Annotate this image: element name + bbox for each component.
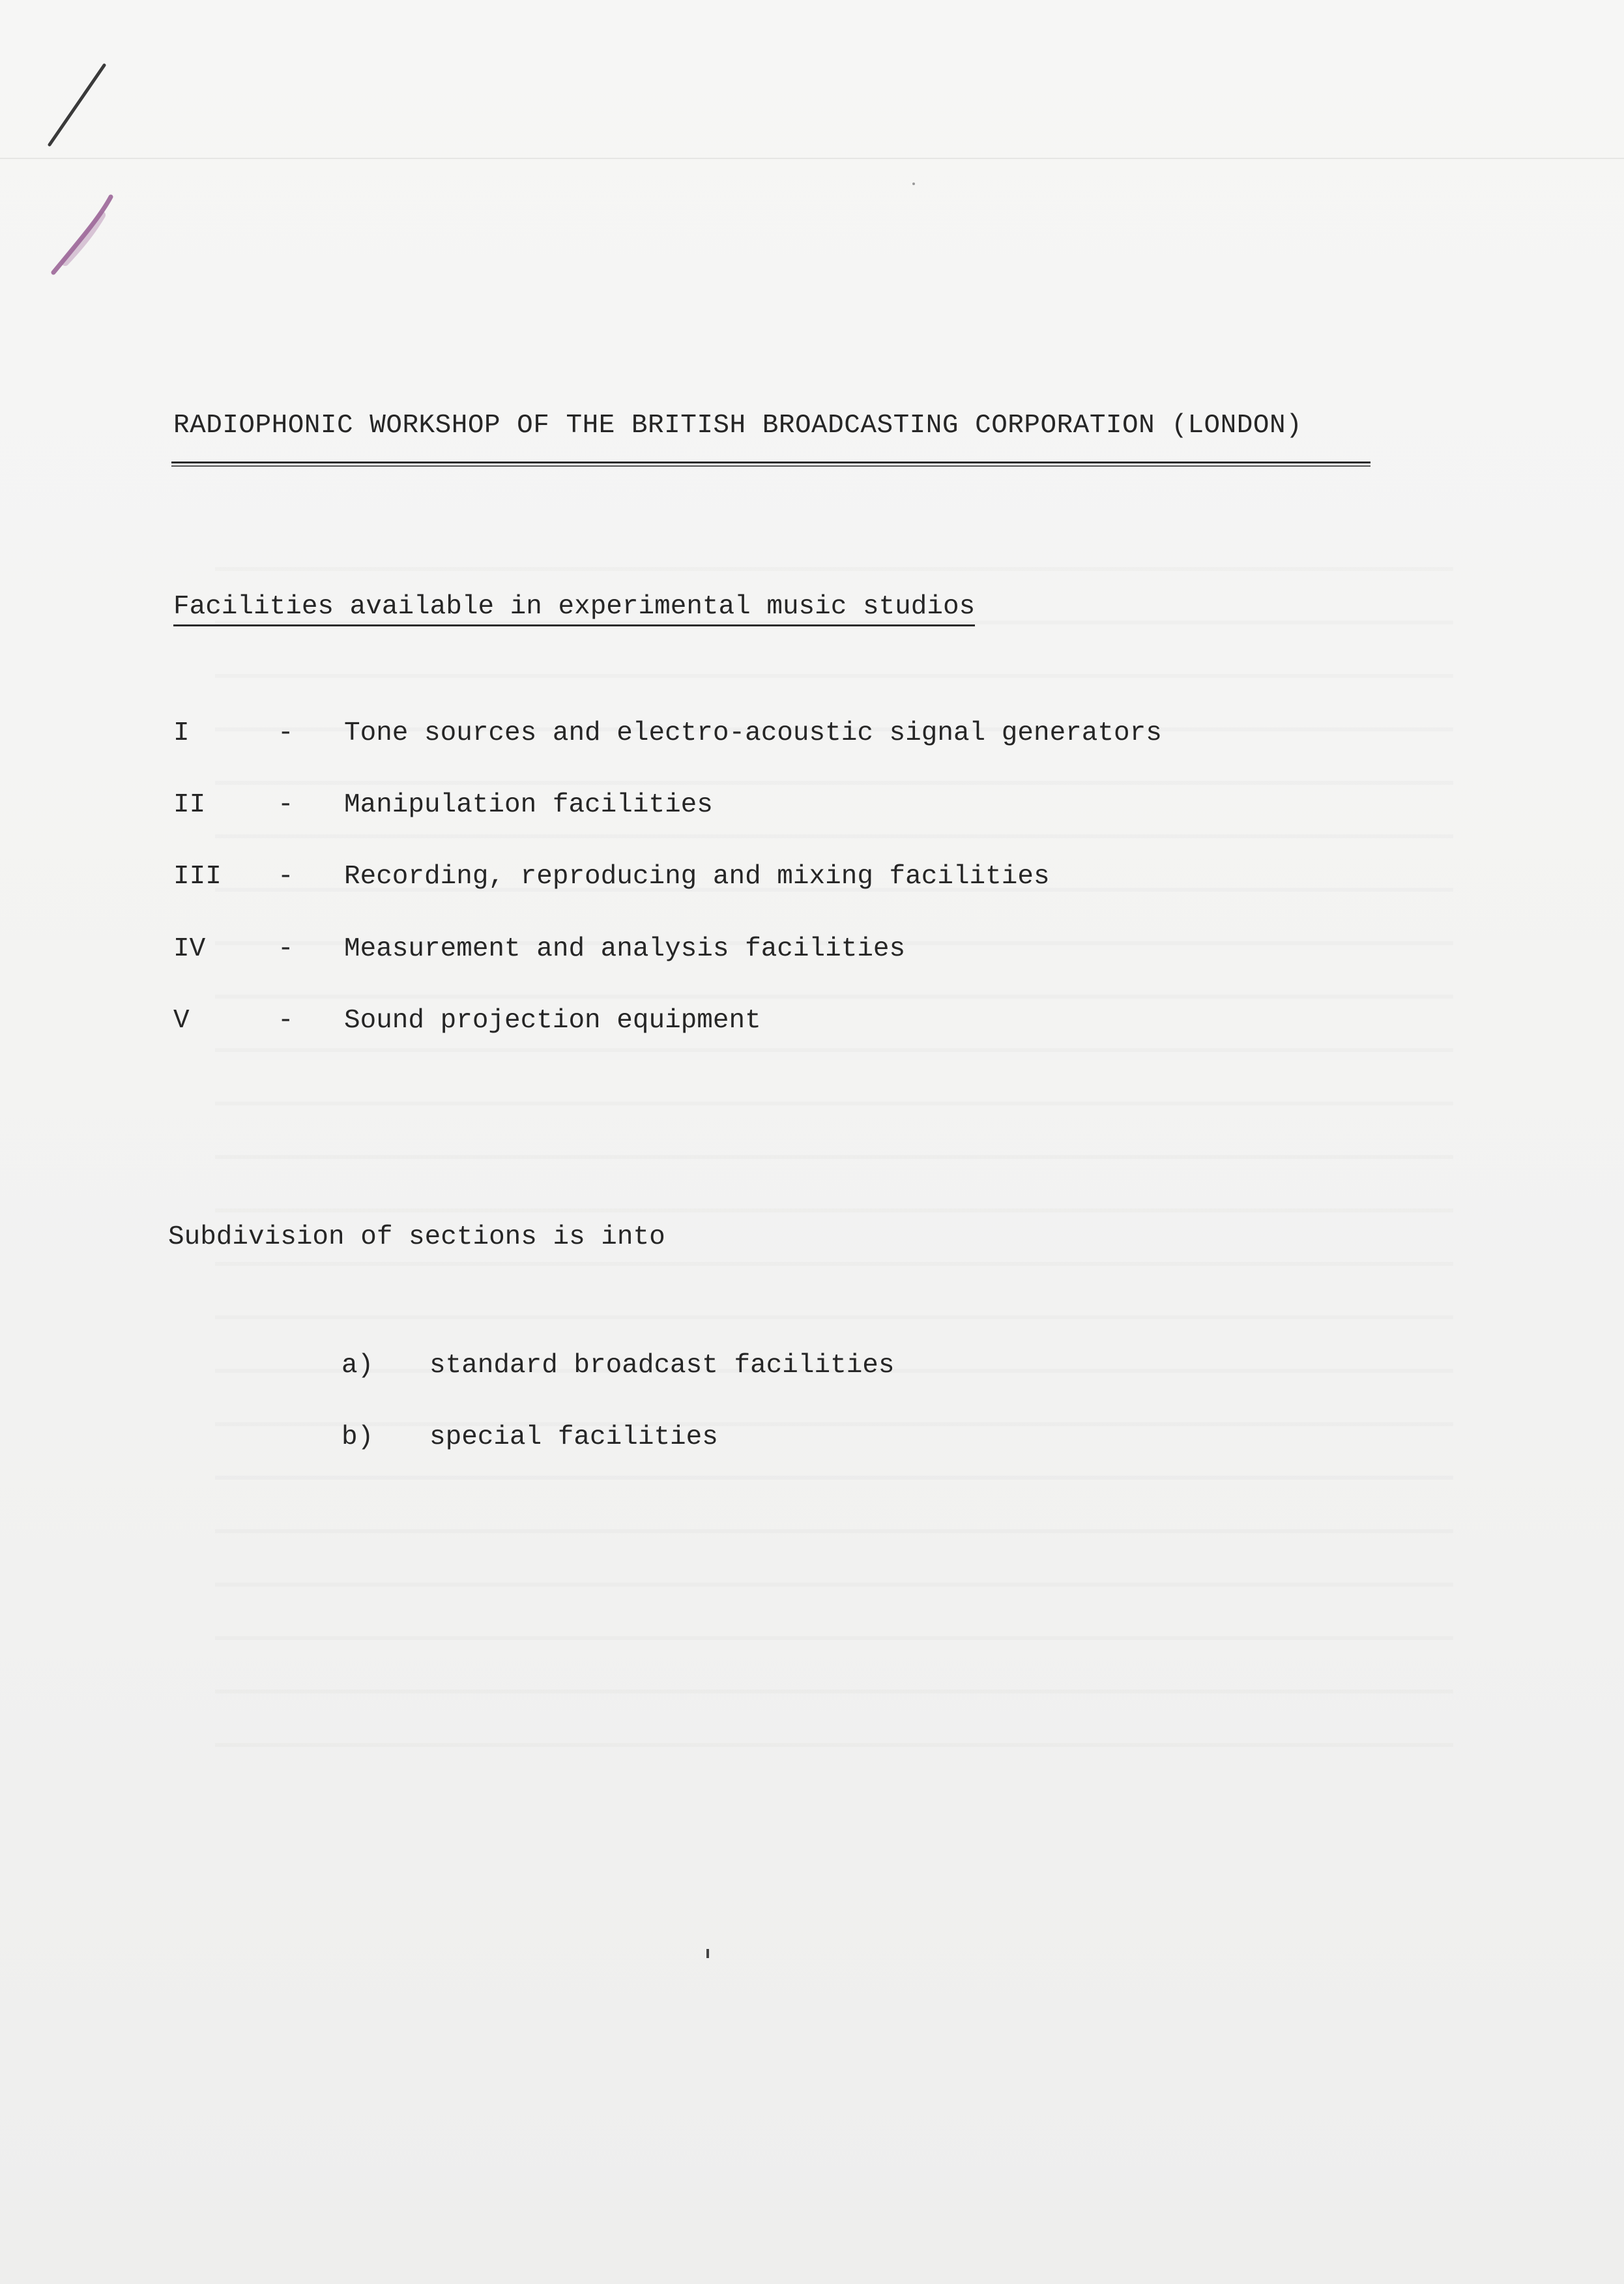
document-subtitle: Facilities available in experimental music studios <box>173 592 975 626</box>
section-numeral: I <box>173 718 190 748</box>
title-underline-2 <box>171 465 1370 467</box>
subdivision-intro: Subdivision of sections is into <box>168 1222 665 1252</box>
subdivision-key: a) <box>341 1351 374 1381</box>
section-label: Sound projection equipment <box>344 1006 761 1036</box>
section-numeral: IV <box>173 934 206 964</box>
section-dash: - <box>278 790 294 820</box>
section-dash: - <box>278 1006 294 1036</box>
title-underline-1 <box>171 461 1370 463</box>
purple-smudge-mark <box>39 189 130 287</box>
subdivision-key: b) <box>341 1422 374 1452</box>
reverse-side-show-through <box>215 528 1453 1766</box>
ink-speck <box>912 183 915 185</box>
section-dash: - <box>278 718 294 748</box>
section-label: Recording, reproducing and mixing facilities <box>344 862 1050 892</box>
section-numeral: III <box>173 862 222 892</box>
section-dash: - <box>278 934 294 964</box>
ink-speck <box>706 1949 709 1958</box>
section-numeral: II <box>173 790 206 820</box>
section-label: Manipulation facilities <box>344 790 713 820</box>
section-dash: - <box>278 862 294 892</box>
subdivision-label: standard broadcast facilities <box>429 1351 895 1381</box>
section-label: Tone sources and electro-acoustic signal generators <box>344 718 1162 748</box>
subdivision-label: special facilities <box>429 1422 718 1452</box>
pen-stroke-mark <box>39 59 117 156</box>
section-label: Measurement and analysis facilities <box>344 934 906 964</box>
section-numeral: V <box>173 1006 190 1036</box>
document-title: RADIOPHONIC WORKSHOP OF THE BRITISH BROADCASTING CORPORATION (LONDON) <box>173 411 1303 441</box>
paper-fold-line <box>0 158 1624 159</box>
